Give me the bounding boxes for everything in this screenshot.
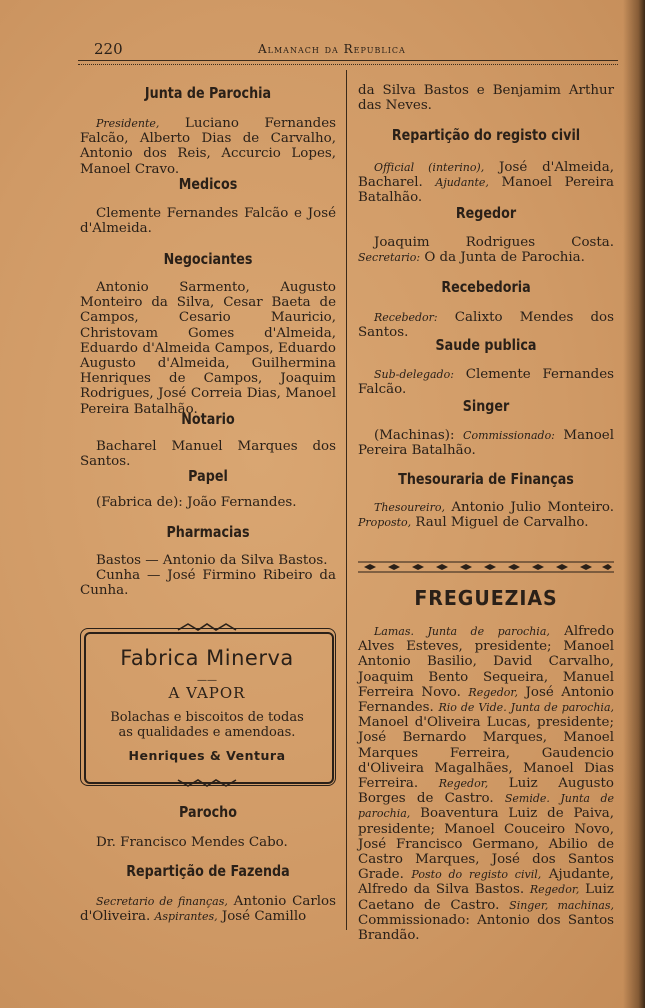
ornamental-band <box>358 560 614 574</box>
freguezia-title: Regedor, <box>529 883 580 897</box>
freguezia-title: Regedor, <box>468 685 518 699</box>
regedor-text1: Joaquim Rodrigues Costa. <box>374 235 614 250</box>
freguezia-text: José Antonio Fernandes. <box>358 684 614 716</box>
thesouraria-text <box>358 500 614 530</box>
thesouraria-text2: Raul Miguel de Carvalho. <box>411 515 589 531</box>
thesouraria-heading: Thesouraria de Finanças <box>398 470 574 488</box>
pharmacias-heading: Pharmacias <box>166 523 250 541</box>
fabrica-minerva-ad <box>78 620 336 790</box>
recebedoria-name: Calixto Mendes dos Santos. <box>358 310 614 341</box>
pharmacias-line1: Bastos — Antonio da Silva Bastos. <box>96 553 328 568</box>
thesouraria-text1: Antonio Julio Monteiro. <box>444 500 614 515</box>
pharmacias-line2: Cunha — José Firmino Ribeiro da Cunha. <box>80 568 336 599</box>
negociantes-heading: Negociantes <box>163 250 253 268</box>
freguezia-text: Luiz Augusto Borges de Castro. <box>358 776 614 807</box>
registo-title2: Ajudante, <box>435 176 489 190</box>
fazenda-text1: Antonio Carlos d'Oliveira. <box>80 894 336 925</box>
left-column <box>80 80 336 620</box>
thesouraria-title2: Proposto, <box>358 516 412 530</box>
ad-line2: as qualidades e amendoas. <box>118 725 296 740</box>
notario-text: Bacharel Manuel Marques dos Santos. <box>80 439 336 470</box>
singer-title: Commissionado: <box>463 429 555 442</box>
registo-text <box>358 160 614 206</box>
singer-text1: (Machinas): <box>374 428 464 443</box>
page-header <box>78 38 618 60</box>
medicos-text: Clemente Fernandes Falcão e José d'Almeida. <box>80 206 336 237</box>
freguezia-text: Manoel d'Oliveira Lucas, presidente; José Bernardo Marques, Manoel Marques Ferreira, Gaudencio d'Oliveira Magalhães, Manoel Dias Ferreira. <box>358 715 614 792</box>
saude-text <box>358 367 614 397</box>
header-rule <box>78 60 618 65</box>
ad-dash: —— <box>197 675 217 686</box>
thesouraria-title1: Thesoureiro, <box>374 501 445 514</box>
continuation-text: da Silva Bastos e Benjamim Arthur das Neves. <box>358 83 614 114</box>
junta-text <box>80 116 336 177</box>
ad-firm: Henriques & Ventura <box>128 748 286 763</box>
page-number: 220 <box>94 40 123 58</box>
fazenda-text2: José Camillo <box>217 909 307 925</box>
column-divider <box>346 70 347 930</box>
saude-name: Clemente Fernandes Falcão. <box>358 367 614 398</box>
registo-text2: Manoel Pereira Batalhão. <box>358 175 614 206</box>
saude-title: Sub-delegado: <box>374 368 454 381</box>
singer-text2: Manoel Pereira Batalhão. <box>358 428 614 459</box>
regedor-heading: Regedor <box>455 204 517 222</box>
papel-text: (Fabrica de): João Fernandes. <box>96 495 297 510</box>
junta-members: Luciano Fernandes Falcão, Alberto Dias de Carvalho, Antonio dos Reis, Accurcio Lopes, Manoel Cravo. <box>80 116 336 177</box>
papel-heading: Papel <box>188 467 228 485</box>
running-title: Almanach da Republica <box>258 42 406 56</box>
parocho-text: Dr. Francisco Mendes Cabo. <box>96 835 288 850</box>
freguezia-text: Luiz Caetano de Castro. <box>358 882 614 913</box>
regedor-text <box>358 235 614 265</box>
parocho-heading: Parocho <box>179 803 237 821</box>
junta-heading: Junta de Parochia <box>144 84 272 102</box>
singer-text <box>358 428 614 458</box>
fazenda-title2: Aspirantes, <box>154 910 218 924</box>
fazenda-title1: Secretario de finanças, <box>96 895 228 908</box>
left-column-lower <box>80 800 336 930</box>
freguezia-title: Lamas. Junta de parochia, <box>374 625 550 638</box>
medicos-heading: Medicos <box>178 175 238 193</box>
page-edge <box>623 0 645 1008</box>
freguezia-text: Boaventura Luiz de Paiva, presidente; Manoel Couceiro Novo, José Francisco Germano, Abilio de Castro Marques, José dos Santos Grade. <box>358 806 614 883</box>
freguezias-column <box>358 624 615 944</box>
freguezia-text: Commissionado: Antonio dos Santos Brandão. <box>358 912 614 944</box>
registo-text1: José d'Almeida, Bacharel. <box>358 160 614 191</box>
regedor-title: Secretario: <box>358 251 421 265</box>
saude-heading: Saude publica <box>435 336 537 354</box>
recebedoria-title: Recebedor: <box>374 311 438 324</box>
freguezia-title: Regedor, <box>438 777 489 791</box>
fazenda-text <box>80 894 336 924</box>
freguezia-text: Ajudante, Alfredo da Silva Bastos. <box>358 867 614 898</box>
freguezias-heading: FREGUEZIAS <box>414 586 558 610</box>
junta-title: Presidente, <box>96 117 160 130</box>
freguezia-title: Semide. Junta de parochia, <box>358 792 614 821</box>
notario-heading: Notario <box>181 410 235 428</box>
freguezias-text <box>358 624 614 943</box>
ad-line1: Bolachas e biscoitos de todas <box>110 710 304 725</box>
registo-title1: Official (interino), <box>374 161 485 174</box>
recebedoria-heading: Recebedoria <box>441 278 531 296</box>
freguezia-title: Posto do registo civil, <box>411 868 542 882</box>
negociantes-text: Antonio Sarmento, Augusto Monteiro da Silva, Cesar Baeta de Campos, Cesario Mauricio, Christovam Gomes d'Almeida, Eduardo d'Almeida Campos, Eduardo Augusto d'Almeida, Guilhermina Henriques de Campos, Joaquim Rodrigues, José Correia Dias, Manoel Pereira Batalhão. <box>80 280 336 417</box>
singer-heading: Singer <box>462 397 510 415</box>
ad-title: Fabrica Minerva <box>120 646 294 670</box>
freguezia-title: Rio de Vide. Junta de parochia, <box>438 701 614 715</box>
freguezia-text: Alfredo Alves Esteves, presidente; Manoel Antonio Basilio, David Carvalho, Joaquim Bento Sequeira, Manuel Ferreira Novo. <box>358 624 615 700</box>
ad-subtitle: A VAPOR <box>168 684 246 702</box>
right-column <box>358 80 614 560</box>
registo-heading: Repartição do registo civil <box>391 126 581 144</box>
regedor-text2: O da Junta de Parochia. <box>420 250 585 266</box>
freguezia-title: Singer, machinas, <box>509 898 614 912</box>
fazenda-heading: Repartição de Fazenda <box>126 862 290 880</box>
